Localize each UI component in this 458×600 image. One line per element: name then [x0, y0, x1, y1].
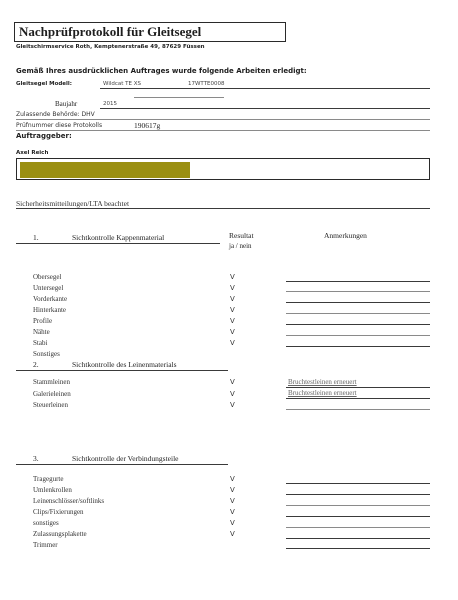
section-2-title: Sichtkontrolle des Leinenmaterials	[72, 360, 177, 369]
section-3-line	[16, 464, 228, 465]
result-mark: V	[230, 497, 235, 505]
result-mark: V	[230, 378, 235, 386]
list-item: sonstiges	[33, 519, 59, 527]
remark-line	[286, 324, 430, 325]
result-mark: V	[230, 401, 235, 409]
client-name: Axel Reich	[16, 150, 49, 156]
list-item: Trimmer	[33, 541, 58, 549]
list-item: Obersegel	[33, 273, 62, 281]
result-mark: V	[230, 519, 235, 527]
list-item: Hinterkante	[33, 306, 67, 314]
result-mark: V	[230, 530, 235, 538]
remark-line	[286, 281, 430, 282]
authority-label: Zulassende Behörde: DHV	[16, 111, 95, 118]
list-item: Clips/Fixierungen	[33, 508, 84, 516]
section-1-number: 1.	[33, 233, 39, 242]
section-3-number: 3.	[33, 454, 39, 463]
result-mark: V	[230, 339, 235, 347]
result-mark: V	[230, 284, 235, 292]
list-item: Tragegurte	[33, 475, 64, 483]
safety-note: Sicherheitsmitteilungen/LTA beachtet	[16, 199, 130, 208]
section-2-number: 2.	[33, 360, 39, 369]
year-line	[100, 108, 430, 109]
list-item: Nähte	[33, 328, 50, 336]
remark-line	[286, 346, 430, 347]
remarks-header: Anmerkungen	[324, 231, 367, 240]
safety-line	[16, 208, 430, 209]
remark-line	[286, 302, 430, 303]
section-3-title: Sichtkontrolle der Verbindungsteile	[72, 454, 179, 463]
result-header: Resultat	[229, 231, 254, 240]
section-2-line	[16, 370, 228, 371]
model-subline	[134, 97, 224, 98]
remark-line	[286, 494, 430, 495]
result-mark: V	[230, 295, 235, 303]
client-label: Auftraggeber:	[16, 132, 72, 140]
section-1-line	[16, 243, 220, 244]
list-item: Steuerleinen	[33, 401, 68, 409]
service-address: Gleitschirmservice Roth, Kemptenerstraße 49, 87629 Füssen	[16, 44, 205, 50]
intro-text: Gemäß Ihres ausdrücklichen Auftrages wurde folgende Arbeiten erledigt:	[16, 67, 307, 75]
list-item: Zulassungsplakette	[33, 530, 87, 538]
protocol-value: 190617g	[134, 121, 161, 130]
title-box	[14, 22, 286, 42]
result-mark: V	[230, 306, 235, 314]
remark-line	[286, 398, 430, 399]
result-mark: V	[230, 317, 235, 325]
list-item: Galerieleinen	[33, 390, 71, 398]
protocol-label: Prüfnummer diese Protokolls	[16, 122, 103, 129]
list-item: Stabi	[33, 339, 48, 347]
list-item: Sonstiges	[33, 350, 60, 358]
list-item: Stammleinen	[33, 378, 70, 386]
protocol-line	[16, 130, 430, 131]
serial-value: 17WTTE0008	[188, 81, 225, 87]
model-line	[100, 88, 430, 89]
remark-line	[286, 291, 430, 292]
remark-line	[286, 313, 430, 314]
result-mark: V	[230, 328, 235, 336]
remark-line	[286, 548, 430, 549]
result-mark: V	[230, 508, 235, 516]
remark-line	[286, 409, 430, 410]
result-mark: V	[230, 273, 235, 281]
remark-line	[286, 516, 430, 517]
result-sub: ja / nein	[229, 242, 252, 250]
section-1-title: Sichtkontrolle Kappenmaterial	[72, 233, 165, 242]
document-title: Nachprüfprotokoll für Gleitsegel	[19, 24, 202, 39]
list-item: Umlenkrollen	[33, 486, 72, 494]
remark-line	[286, 335, 430, 336]
list-item: Untersegel	[33, 284, 64, 292]
result-mark: V	[230, 390, 235, 398]
result-mark: V	[230, 475, 235, 483]
list-item: Leinenschlösser/softlinks	[33, 497, 105, 505]
remark-line	[286, 538, 430, 539]
model-value: Wildcat TE XS	[103, 81, 142, 87]
remark-line	[286, 387, 430, 388]
model-label: Gleitsegel Modell:	[16, 81, 73, 87]
remark-line	[286, 505, 430, 506]
authority-line	[16, 119, 430, 120]
list-item: Profile	[33, 317, 53, 325]
year-value: 2015	[103, 101, 117, 107]
list-item: Vorderkante	[33, 295, 68, 303]
result-mark: V	[230, 486, 235, 494]
remark-note: Bruchtestleinen erneuert	[288, 389, 357, 397]
year-label: Baujahr	[55, 100, 78, 108]
remark-line	[286, 483, 430, 484]
remark-note: Bruchtestleinen erneuert	[288, 378, 357, 386]
remark-line	[286, 527, 430, 528]
redaction-bar	[20, 162, 190, 178]
